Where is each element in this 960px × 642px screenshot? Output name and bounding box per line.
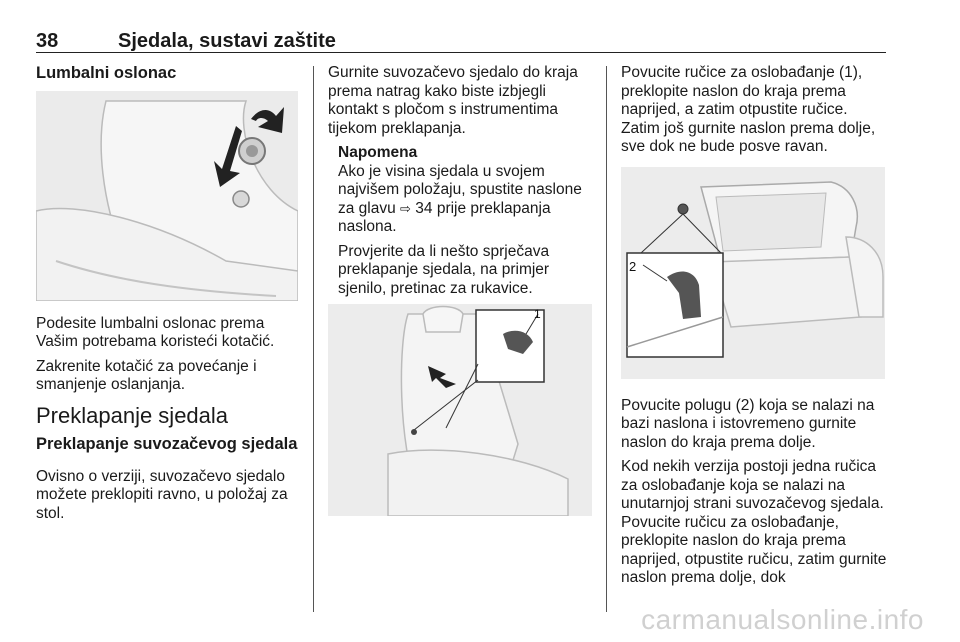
- seat-release-figure: [328, 304, 592, 516]
- figure-label-2: 2: [629, 258, 637, 274]
- watermark: carmanualsonline.info: [641, 604, 924, 635]
- note-text: Ako je visina sjedala u svojem najvišem položaju, spustite naslone za glavu ⇨ 34 prije preklapanja naslona.: [338, 162, 582, 235]
- inner-release-paragraph: Kod nekih verzija postoji jedna ručica za oslobađanje koja se nalazi na unutarnjoj strani suvozačevog sjedala. Povucite ručicu za oslobađanje, preklopite naslon do kraja prema naprijed, otpustite ručicu, zatim gurnite naslon prema dolje, dok: [621, 458, 887, 586]
- lumbar-heading: Lumbalni oslonac: [36, 64, 177, 82]
- lever-paragraph: Povucite polugu (2) koja se nalazi na bazi naslona i istovremeno gurnite naslon do kraja prema dolje.: [621, 396, 875, 451]
- page-ref-arrow-icon: ⇨: [400, 200, 411, 216]
- section-title: Preklapanje sjedala: [36, 402, 229, 428]
- note-paragraph-2: Provjerite da li nešto sprječava preklapanje sjedala, na primjer sjenilo, pretinac za rukavice.: [338, 242, 550, 297]
- lumbar-support-figure: [36, 91, 298, 301]
- note-block: [328, 144, 594, 298]
- column-2: [328, 64, 594, 516]
- release-paragraph: Povucite ručice za oslobađanje (1), preklopite naslon do kraja prema naprijed, a zatim otpustite ručice. Zatim još gurnite naslon prema dolje, sve dok ne bude posve ravan.: [621, 64, 876, 155]
- figure-label-1: 1: [534, 307, 541, 321]
- page-header: [36, 30, 886, 53]
- folding-paragraph: Ovisno o verziji, suvozačevo sjedalo možete preklopiti ravno, u položaj za stol.: [36, 467, 288, 522]
- note-page-ref: 34: [415, 199, 433, 217]
- subsection-title: Preklapanje suvozačevog sjedala: [36, 435, 298, 453]
- lumbar-paragraph-1: Podesite lumbalni oslonac prema Vašim potrebama koristeći kotačić.: [36, 314, 275, 350]
- column-divider: [313, 66, 314, 612]
- lumbar-paragraph-2: Zakrenite kotačić za povećanje i smanjenje oslanjanja.: [36, 357, 257, 393]
- column-3: [621, 64, 887, 594]
- note-title: Napomena: [338, 144, 418, 161]
- chapter-title: Sjedala, sustavi zaštite: [118, 30, 336, 52]
- lever-figure: [621, 167, 885, 379]
- seat-back-paragraph: Gurnite suvozačevo sjedalo do kraja prema natrag kako biste izbjegli kontakt s pločom s instrumentima tijekom preklapanja.: [328, 64, 578, 137]
- page-number: 38: [36, 30, 59, 52]
- column-divider: [606, 66, 607, 612]
- column-1: [36, 64, 300, 529]
